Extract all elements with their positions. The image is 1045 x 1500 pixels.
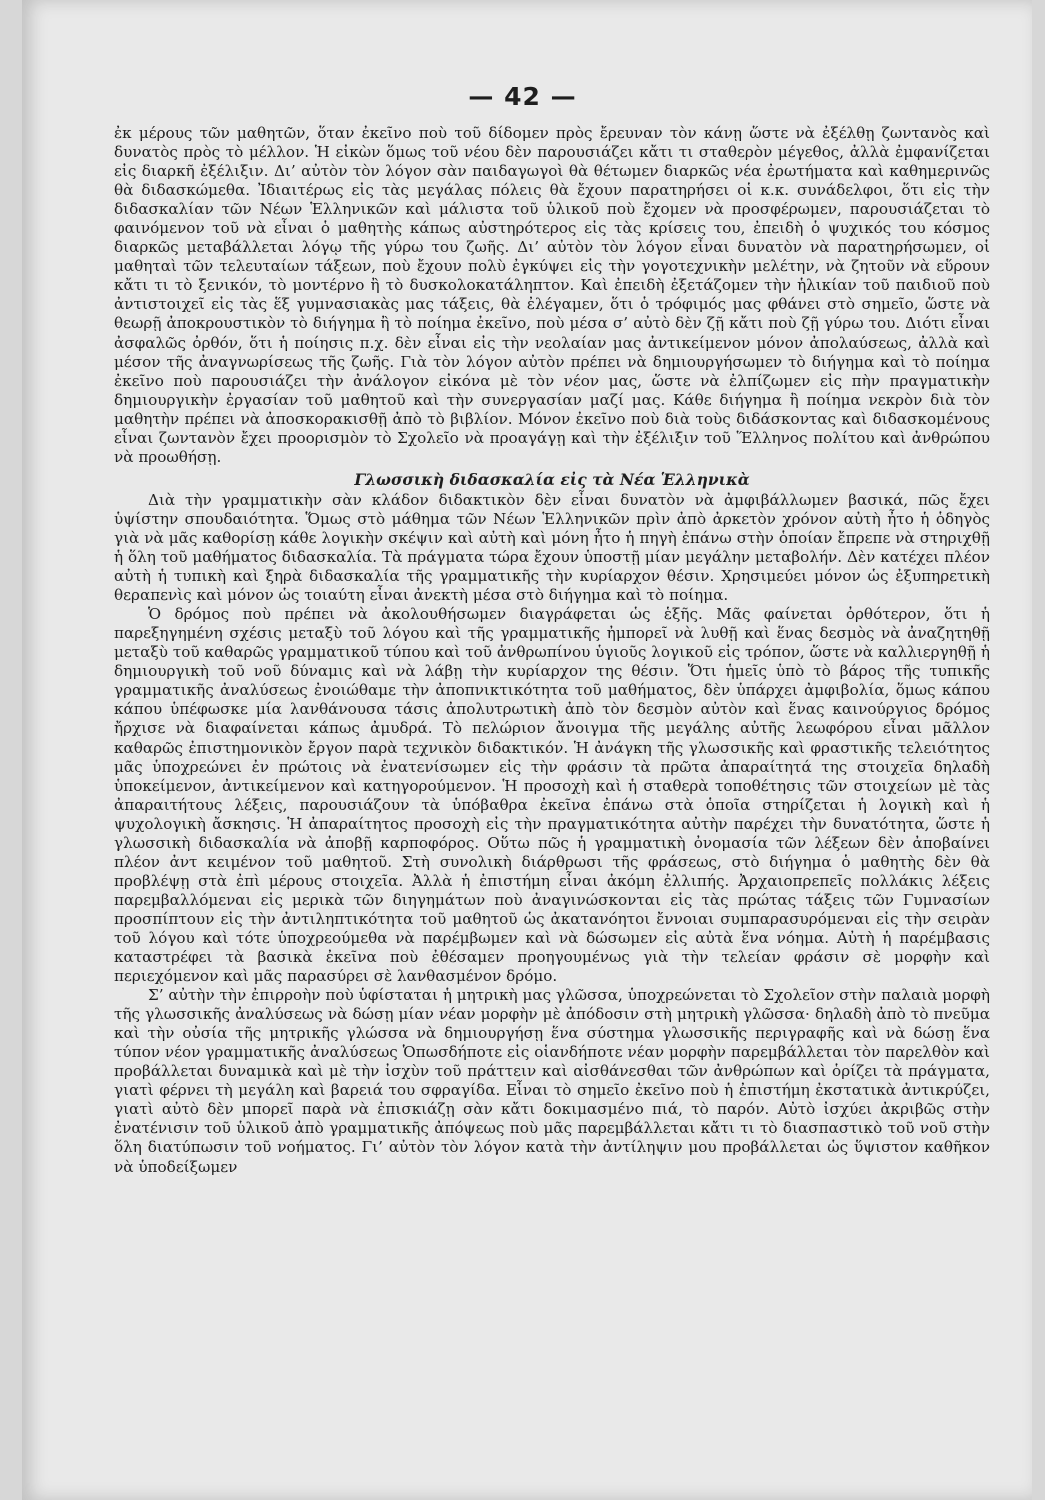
- paragraph: Διὰ τὴν γραμματικὴν σὰν κλάδον διδακτικὸν δὲν εἶναι δυνατὸν νὰ ἀμφιβάλλωμεν βασικά, πῶς ἔχει ὑψίστην σπουδαιότητα. Ὅμως στὸ μάθημα τῶν Νέων Ἑλληνικῶν πρὶν ἀπὸ ἀρκετὸν χρόνον αὐτὴ ἦτο ἡ ὁδηγὸς γιὰ νὰ μᾶς καθορίσῃ κάθε λογικὴν σκέψιν καὶ αὐτὴ καὶ μόνη ἦτο ἡ πηγὴ ἐπάνω στὴν ὁποίαν ἔπρεπε νὰ στηριχθῇ ἡ ὅλη τοῦ μαθήματος διδασκαλία. Τὰ πράγματα τώρα ἔχουν ὑποστῇ μίαν μεγάλην μεταβολήν. Δὲν κατέχει πλέον αὐτὴ ἡ τυπικὴ καὶ ξηρὰ διδασκαλία τῆς γραμματικῆς τὴν κυρίαρχον θέσιν. Χρησιμεύει μόνον ὡς ἐξυπηρετικὴ θεραπενὶς καὶ μόνον ὡς τοιαύτη εἶναι ἀνεκτὴ μέσα στὸ διήγημα καὶ τὸ ποίημα.: [114, 490, 990, 605]
- page-number: — 42 —: [468, 82, 577, 111]
- paragraph: ἐκ μέρους τῶν μαθητῶν, ὅταν ἐκεῖνο ποὺ τοῦ δίδομεν πρὸς ἔρευναν τὸν κάνῃ ὥστε νὰ ἐξέλθῃ ζωντανὸς καὶ δυνατὸς πρὸς τὸ μέλλον. Ἡ εἰκὼν ὅμως τοῦ νέου δὲν παρουσιάζει κἄτι τι σταθερὸν μέγεθος, ἀλλὰ ἐμφανίζεται εἰς διαρκῆ ἐξέλιξιν. Δι’ αὐτὸν τὸν λόγον σὰν παιδαγωγοὶ θὰ θέτωμεν διαρκῶς νέα ἐρωτήματα καὶ καθημερινῶς θὰ διδασκώμεθα. Ἰδιαιτέρως εἰς τὰς μεγάλας πόλεις θὰ ἔχουν παρατηρήσει οἱ κ.κ. συνάδελφοι, ὅτι εἰς τὴν διδασκαλίαν τῶν Νέων Ἑλληνικῶν καὶ μάλιστα τοῦ ὑλικοῦ ποὺ ἔχομεν νὰ προσφέρωμεν, παρουσιάζεται τὸ φαινόμενον τοῦ νὰ εἶναι ὁ μαθητὴς κάπως αὐστηρότερος εἰς τὰς κρίσεις του, ἐπειδὴ ὁ ψυχικός του κόσμος διαρκῶς μεταβάλλεται λόγῳ τῆς γύρω του ζωῆς. Δι’ αὐτὸν τὸν λόγον εἶναι δυνατὸν νὰ παρατηρήσωμεν, οἱ μαθηταὶ τῶν τελευταίων τάξεων, ποὺ ἔχουν πολὺ ἐγκύψει εἰς τὴν γογοτεχνικὴν μελέτην, νὰ ζητοῦν νὰ εὕρουν κἄτι τι τὸ ξενικόν, τὸ μοντέρνο ἢ τὸ δυσκολοκατάληπτον. Καὶ ἐπειδὴ ἐξετάζομεν τὴν ἡλικίαν τοῦ παιδιοῦ ποὺ ἀντιστοιχεῖ εἰς τὰς ἕξ γυμνασιακὰς μας τάξεις, θὰ ἐλέγαμεν, ὅτι ὁ τρόφιμός μας φθάνει στὸ σημεῖο, ὥστε νὰ θεωρῇ ἀποκρουστικὸν τὸ διήγημα ἢ τὸ ποίημα ἐκεῖνο, ποὺ μέσα σ’ αὐτὸ δὲν ζῇ κἄτι ποὺ ζῇ γύρω του. Διότι εἶναι ἀσφαλῶς ὀρθόν, ὅτι ἡ ποίησις π.χ. δὲν εἶναι εἰς τὴν νεολαίαν μας ἀντικείμενον μόνον ἀπολαύσεως, ἀλλὰ καὶ μέσον τῆς ἀναγνωρίσεως τῆς ζωῆς. Γιὰ τὸν λόγον αὐτὸν πρέπει νὰ δημιουργήσωμεν τὸ διήγημα καὶ τὸ ποίημα ἐκεῖνο ποὺ παρουσιάζει τὴν ἀνάλογον εἰκόνα μὲ τὸν νέον μας, ὥστε νὰ ἐλπίζωμεν εἰς πὴν πραγματικὴν δημιουργικὴν ἐργασίαν τοῦ μαθητοῦ καὶ τὴν συνεργασίαν μαζί μας. Κάθε διήγημα ἢ ποίημα νεκρὸν διὰ τὸν μαθητὴν πρέπει νὰ ἀποσκορακισθῇ ἀπὸ τὸ βιβλίον. Μόνον ἐκεῖνο ποὺ διὰ τοὺς διδάσκοντας καὶ διδασκομένους εἶναι ζωντανὸν ἔχει προορισμὸν τὸ Σχολεῖο νὰ προαγάγῃ καὶ τὴν ἐξέλιξιν τοῦ Ἕλληνος πολίτου καὶ ἀνθρώπου νὰ προωθήσῃ.: [114, 124, 990, 466]
- section-heading: Γλωσσικὴ διδασκαλία εἰς τὰ Νέα Ἑλληνικὰ: [354, 469, 750, 489]
- page-body: [114, 124, 990, 1177]
- paragraph: Σ’ αὐτὴν τὴν ἐπιρροὴν ποὺ ὑφίσταται ἡ μητρικὴ μας γλῶσσα, ὑποχρεώνεται τὸ Σχολεῖον στὴν παλαιὰ μορφὴ τῆς γλωσσικῆς ἀναλύσεως νὰ δώσῃ μίαν νέαν μορφὴν μὲ ἀπόδοσιν στὴ μητρικὴ γλῶσσα· δηλαδὴ ἀπὸ τὸ πνεῦμα καὶ τὴν οὐσία τῆς μητρικῆς γλώσσα νὰ δημιουργήσῃ ἕνα σύστημα γλωσσικῆς περιγραφῆς καὶ νὰ δώσῃ ἕνα τύπον νέον γραμματικῆς ἀναλύσεως Ὁπωσδήποτε εἰς οἱανδήποτε νέαν μορφὴν παρεμβάλλεται τὸν παρελθὸν καὶ προβάλλεται δυναμικὰ καὶ μὲ τὴν ἰσχὺν τοῦ πράττειν καὶ αἰσθάνεσθαι τῶν ἀνθρώπων καὶ ὁρίζει τὰ πράγματα, γιατὶ φέρνει τὴ μεγάλη καὶ βαρειά του σφραγίδα. Εἶναι τὸ σημεῖο ἐκεῖνο ποὺ ἡ ἐπιστήμη ἐκστατικὰ ἀντικρύζει, γιατὶ αὐτὸ δὲν μπορεῖ παρὰ νὰ ἐπισκιάζῃ σὰν κἄτι δοκιμασμένο πιά, τὸ παρόν. Αὐτὸ ἰσχύει ἀκριβῶς στὴν ἐνατένισιν τοῦ ὑλικοῦ ἀπὸ γραμματικῆς ἀπόψεως ποὺ μᾶς παρεμβάλλεται κἄτι τι τὸ διασπαστικὸ τοῦ νοῦ στὴν ὅλη διατύπωσιν τοῦ νοήματος. Γι’ αὐτὸν τὸν λόγον κατὰ τὴν ἀντίληψιν μου προβάλλεται ὡς ὕψιστον καθῆκον νὰ ὑποδείξωμεν: [114, 986, 990, 1176]
- paragraph: Ὁ δρόμος ποὺ πρέπει νὰ ἀκολουθήσωμεν διαγράφεται ὡς ἑξῆς. Μᾶς φαίνεται ὀρθότερον, ὅτι ἡ παρεξηγημένη σχέσις μεταξὺ τοῦ λόγου καὶ τῆς γραμματικῆς ἠμπορεῖ νὰ λυθῇ καὶ ἕνας δεσμὸς νὰ ἀναζητηθῇ μεταξὺ τοῦ καθαρῶς γραμματικοῦ τύπου καὶ τοῦ ἀνθρωπίνου ὑγιοῦς λογικοῦ εἰς τρόπον, ὥστε νὰ καλλιεργηθῇ ἡ δημιουργικὴ τοῦ νοῦ δύναμις καὶ νὰ λάβῃ τὴν κυρίαρχον της θέσιν. Ὅτι ἡμεῖς ὑπὸ τὸ βάρος τῆς τυπικῆς γραμματικῆς ἀναλύσεως ἐνοιώθαμε τὴν ἀποπνικτικότητα τοῦ μαθήματος, δὲν ὑπάρχει ἀμφιβολία, ὅμως κάπου κάπου ὑπέφωσκε μία λανθάνουσα τάσις ἀπολυτρωτικὴ ἀπὸ τὸν δεσμὸν αὐτὸν καὶ ἕνας καινούργιος δρόμος ἤρχισε νὰ διαφαίνεται κάπως ἀμυδρά. Τὸ πελώριον ἄνοιγμα τῆς μεγάλης αὐτῆς λεωφόρου εἶναι μᾶλλον καθαρῶς ἐπιστημονικὸν ἔργον παρὰ τεχνικὸν διδακτικόν. Ἡ ἀνάγκη τῆς γλωσσικῆς καὶ φραστικῆς τελειότητος μᾶς ὑποχρεώνει ἐν πρώτοις νὰ ἐνατενίσωμεν εἰς τὴν φράσιν τὰ πρῶτα ἀπαραίτητά της στοιχεῖα δηλαδὴ ὑποκείμενον, ἀντικείμενον καὶ κατηγορούμενον. Ἡ προσοχὴ καὶ ἡ σταθερὰ τοποθέτησις τῶν στοιχείων μὲ τὰς ἀπαραιτήτους λέξεις, παρουσιάζουν τὰ ὑπόβαθρα ἐκεῖνα ἐπάνω στὰ ὁποῖα στηρίζεται ἡ λογικὴ καὶ ἡ ψυχολογικὴ ἄσκησις. Ἡ ἀπαραίτητος προσοχὴ εἰς τὴν πραγματικότητα αὐτὴν παρέχει τὴν δυνατότητα, ὥστε ἡ γλωσσικὴ διδασκαλία νὰ ἀποβῇ καρποφόρος. Οὕτω πῶς ἡ γραμματικὴ ὀνομασία τῶν λέξεων δὲν ἀποβαίνει πλέον ἀντ κειμένον τοῦ μαθητοῦ. Στὴ συνολικὴ διάρθρωσι τῆς φράσεως, στὸ διήγημα ὁ μαθητὴς δὲν θὰ προβλέψῃ στὰ ἐπὶ μέρους στοιχεῖα. Ἀλλὰ ἡ ἐπιστήμη εἶναι ἀκόμη ἐλλιπής. Ἀρχαιοπρεπεῖς πολλάκις λέξεις παρεμβαλλόμεναι εἰς μερικὰ τῶν διηγημάτων ποὺ ἀναγινώσκονται εἰς τὰς πρώτας τάξεις τῶν Γυμνασίων προσπίπτουν εἰς τὴν ἀντιληπτικότητα τοῦ μαθητοῦ ὡς ἀκατανόητοι ἔννοιαι συμπαρασυρόμεναι εἰς τὴν σειρὰν τοῦ λόγου καὶ τότε ὑποχρεούμεθα νὰ παρέμβωμεν καὶ νὰ δώσωμεν εἰς αὐτὰ ἕνα νόημα. Αὐτὴ ἡ παρέμβασις καταστρέφει τὰ βασικὰ ἐκεῖνα ποὺ ἐθέσαμεν προηγουμένως γιὰ τὴν τελείαν φράσιν σὲ μορφὴν καὶ περιεχόμενον καὶ μᾶς παρασύρει σὲ λανθασμένον δρόμο.: [114, 605, 990, 986]
